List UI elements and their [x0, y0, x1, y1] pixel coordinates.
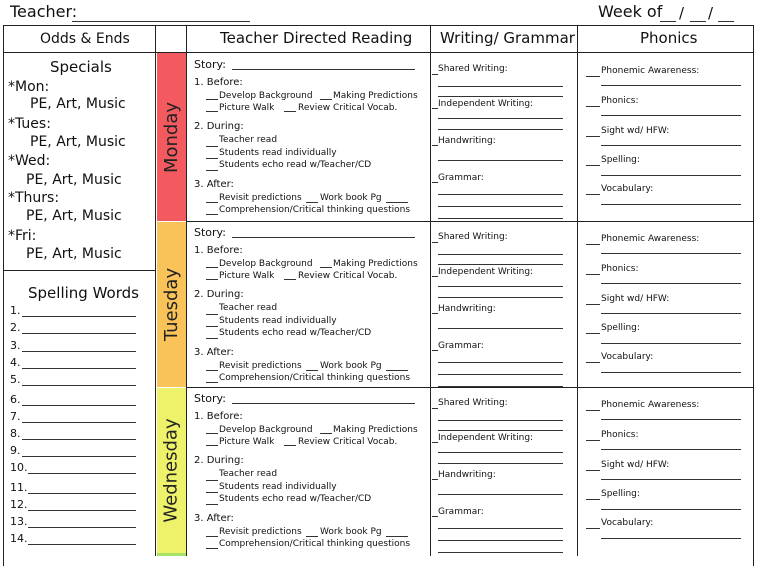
spelling-field[interactable] [601, 509, 741, 510]
col-header-phonics: Phonics [640, 29, 698, 47]
spelling-word-field[interactable] [28, 544, 136, 545]
shared-label: Shared Writing: [438, 232, 508, 242]
vocabulary-check[interactable] [586, 194, 600, 195]
spelling-word-field[interactable] [22, 351, 136, 352]
echo-check[interactable] [206, 170, 218, 171]
sight-field[interactable] [601, 479, 741, 480]
picture-label: Picture Walk [219, 271, 275, 281]
odds-divider [3, 270, 155, 271]
spelling-word-field[interactable] [22, 405, 136, 406]
individually-check[interactable] [206, 158, 218, 159]
sight-label: Sight wd/ HFW: [601, 294, 670, 304]
before-label: 1. Before: [194, 411, 243, 422]
col-header-reading: Teacher Directed Reading [220, 29, 413, 47]
shared-field-2[interactable] [438, 96, 563, 97]
specials-day-label: *Wed: [8, 153, 51, 169]
before-label: 1. Before: [194, 245, 243, 256]
grammar-field-3[interactable] [438, 386, 563, 387]
grammar-field-1[interactable] [438, 528, 563, 529]
specials-day-label: *Tues: [8, 116, 51, 132]
awareness-label: Phonemic Awareness: [601, 66, 700, 76]
header-row-divider [3, 52, 753, 53]
spelling-number: 11. [10, 481, 28, 494]
spelling-number: 5. [10, 373, 21, 386]
workbook-label: Work book Pg [320, 193, 382, 203]
awareness-label: Phonemic Awareness: [601, 234, 700, 244]
spelling-word-field[interactable] [22, 316, 136, 317]
grammar-label: Grammar: [438, 341, 484, 351]
col-divider-3 [430, 25, 431, 556]
specials-day-label: *Mon: [8, 79, 50, 95]
revisit-check[interactable] [206, 370, 218, 371]
predictions-label: Making Predictions [333, 91, 418, 101]
week-sep-2: / [708, 4, 714, 22]
sight-field[interactable] [601, 145, 741, 146]
day-label-wednesday: Wednesday [161, 418, 182, 523]
spelling-word-field[interactable] [22, 456, 136, 457]
teacher-read-label: Teacher read [219, 135, 278, 145]
grammar-field-3[interactable] [438, 552, 563, 553]
vocabulary-field[interactable] [601, 538, 741, 539]
specials-day-value: PE, Art, Music [30, 96, 126, 112]
echo-label: Students echo read w/Teacher/CD [219, 494, 372, 504]
spelling-word-field[interactable] [22, 333, 136, 334]
handwriting-field[interactable] [438, 328, 563, 329]
comprehension-label: Comprehension/Critical thinking questions [219, 373, 411, 383]
specials-title: Specials [50, 58, 112, 76]
teacher-read-label: Teacher read [219, 469, 278, 479]
vocabulary-field[interactable] [601, 204, 741, 205]
day-band-wednesday [157, 388, 186, 553]
shared-check[interactable] [432, 242, 438, 243]
develop-label: Develop Background [219, 425, 313, 435]
comprehension-label: Comprehension/Critical thinking questions [219, 539, 411, 549]
phonics-label: Phonics: [601, 264, 639, 274]
spelling-word-field[interactable] [22, 368, 136, 369]
develop-label: Develop Background [219, 91, 313, 101]
independent-field-1[interactable] [438, 286, 563, 287]
individually-label: Students read individually [219, 482, 337, 492]
before-label: 1. Before: [194, 77, 243, 88]
picture-check[interactable] [206, 111, 218, 112]
day-label-tuesday: Tuesday [161, 267, 183, 342]
week-sep-1: / [679, 4, 685, 22]
grammar-field-2[interactable] [438, 206, 563, 207]
develop-check[interactable] [206, 99, 218, 100]
story-field[interactable] [232, 403, 415, 404]
sight-label: Sight wd/ HFW: [601, 126, 670, 136]
grammar-label: Grammar: [438, 507, 484, 517]
independent-field-2[interactable] [438, 297, 563, 298]
workbook-check[interactable] [306, 536, 318, 537]
shared-check[interactable] [432, 74, 438, 75]
story-field[interactable] [232, 237, 415, 238]
day-label-monday: Monday [161, 101, 182, 173]
handwriting-label: Handwriting: [438, 136, 496, 146]
col-divider-4 [577, 25, 578, 556]
grammar-field-1[interactable] [438, 194, 563, 195]
during-label: 2. During: [194, 455, 244, 466]
spelling-number: 3. [10, 339, 21, 352]
col-divider-1 [155, 25, 156, 556]
col-divider-2 [186, 25, 187, 556]
spelling-number: 9. [10, 444, 21, 457]
spelling-label: Spelling: [601, 323, 640, 333]
handwriting-field[interactable] [438, 494, 563, 495]
story-label: Story: [194, 58, 226, 71]
spelling-word-field[interactable] [28, 527, 136, 528]
specials-day-label: *Thurs: [8, 190, 60, 206]
grammar-label: Grammar: [438, 173, 484, 183]
spelling-check[interactable] [586, 165, 600, 166]
spelling-number: 4. [10, 356, 21, 369]
sight-check[interactable] [586, 136, 600, 137]
spelling-field[interactable] [601, 343, 741, 344]
revisit-check[interactable] [206, 536, 218, 537]
spelling-title: Spelling Words [28, 284, 139, 302]
echo-check[interactable] [206, 338, 218, 339]
picture-label: Picture Walk [219, 437, 275, 447]
col-header-writing: Writing/ Grammar [440, 29, 575, 47]
shared-field-1[interactable] [438, 420, 563, 421]
picture-check[interactable] [206, 279, 218, 280]
awareness-check[interactable] [586, 244, 600, 245]
shared-label: Shared Writing: [438, 398, 508, 408]
spelling-number: 1. [10, 304, 21, 317]
phonics-check[interactable] [586, 274, 600, 275]
workbook-page-field[interactable] [386, 536, 408, 537]
spelling-word-field[interactable] [28, 510, 136, 511]
spelling-number: 10. [10, 461, 28, 474]
echo-label: Students echo read w/Teacher/CD [219, 328, 372, 338]
handwriting-label: Handwriting: [438, 470, 496, 480]
teacher-read-check[interactable] [206, 314, 218, 315]
develop-check[interactable] [206, 433, 218, 434]
workbook-page-field[interactable] [386, 202, 408, 203]
shared-field-2[interactable] [438, 264, 563, 265]
predictions-label: Making Predictions [333, 425, 418, 435]
phonics-check[interactable] [586, 106, 600, 107]
awareness-label: Phonemic Awareness: [601, 400, 700, 410]
spelling-field[interactable] [601, 175, 741, 176]
story-field[interactable] [232, 69, 415, 70]
week-day-field[interactable] [690, 21, 706, 22]
independent-label: Independent Writing: [438, 433, 534, 443]
develop-label: Develop Background [219, 259, 313, 269]
comprehension-check[interactable] [206, 214, 218, 215]
independent-field-2[interactable] [438, 463, 563, 464]
vocab-check[interactable] [284, 111, 296, 112]
after-label: 3. After: [194, 347, 234, 358]
comprehension-check[interactable] [206, 382, 218, 383]
spelling-word-field[interactable] [28, 493, 136, 494]
individually-label: Students read individually [219, 148, 337, 158]
phonics-field[interactable] [601, 283, 741, 284]
echo-check[interactable] [206, 504, 218, 505]
predictions-check[interactable] [320, 433, 332, 434]
revisit-label: Revisit predictions [219, 193, 302, 203]
handwriting-field[interactable] [438, 160, 563, 161]
teacher-read-label: Teacher read [219, 303, 278, 313]
spelling-check[interactable] [586, 333, 600, 334]
comprehension-check[interactable] [206, 548, 218, 549]
vocab-label: Review Critical Vocab. [298, 437, 398, 447]
workbook-check[interactable] [306, 370, 318, 371]
handwriting-label: Handwriting: [438, 304, 496, 314]
spelling-label: Spelling: [601, 489, 640, 499]
spelling-number: 12. [10, 498, 28, 511]
predictions-label: Making Predictions [333, 259, 418, 269]
sight-check[interactable] [586, 304, 600, 305]
spelling-number: 6. [10, 393, 21, 406]
picture-label: Picture Walk [219, 103, 275, 113]
individually-check[interactable] [206, 492, 218, 493]
phonics-label: Phonics: [601, 430, 639, 440]
predictions-check[interactable] [320, 99, 332, 100]
week-year-field[interactable] [718, 21, 734, 22]
during-label: 2. During: [194, 121, 244, 132]
grammar-field-2[interactable] [438, 374, 563, 375]
row-divider-tue [186, 387, 753, 388]
phonics-field[interactable] [601, 449, 741, 450]
vocabulary-label: Vocabulary: [601, 184, 654, 194]
grammar-field-3[interactable] [438, 218, 563, 219]
awareness-check[interactable] [586, 76, 600, 77]
spelling-label: Spelling: [601, 155, 640, 165]
specials-day-value: PE, Art, Music [26, 208, 122, 224]
week-month-field[interactable] [660, 21, 676, 22]
spelling-number: 8. [10, 427, 21, 440]
after-label: 3. After: [194, 513, 234, 524]
specials-day-value: PE, Art, Music [26, 172, 122, 188]
vocabulary-label: Vocabulary: [601, 518, 654, 528]
individually-check[interactable] [206, 326, 218, 327]
vocabulary-label: Vocabulary: [601, 352, 654, 362]
independent-field-1[interactable] [438, 452, 563, 453]
teacher-name-field[interactable] [72, 21, 250, 22]
col-header-odds: Odds & Ends [40, 31, 130, 47]
workbook-label: Work book Pg [320, 361, 382, 371]
spelling-number: 13. [10, 515, 28, 528]
spelling-number: 2. [10, 321, 21, 334]
spelling-word-field[interactable] [28, 473, 136, 474]
spelling-check[interactable] [586, 499, 600, 500]
revisit-label: Revisit predictions [219, 527, 302, 537]
row-divider-mon [186, 221, 753, 222]
vocab-check[interactable] [284, 279, 296, 280]
teacher-read-check[interactable] [206, 480, 218, 481]
day-band-monday [157, 53, 186, 221]
specials-day-value: PE, Art, Music [26, 246, 122, 262]
awareness-field[interactable] [601, 253, 741, 254]
during-label: 2. During: [194, 289, 244, 300]
spelling-word-field[interactable] [22, 439, 136, 440]
teacher-read-check[interactable] [206, 146, 218, 147]
shared-label: Shared Writing: [438, 64, 508, 74]
after-label: 3. After: [194, 179, 234, 190]
phonics-label: Phonics: [601, 96, 639, 106]
independent-field-1[interactable] [438, 118, 563, 119]
grammar-field-2[interactable] [438, 540, 563, 541]
independent-label: Independent Writing: [438, 99, 534, 109]
picture-check[interactable] [206, 445, 218, 446]
workbook-check[interactable] [306, 202, 318, 203]
vocab-label: Review Critical Vocab. [298, 271, 398, 281]
predictions-check[interactable] [320, 267, 332, 268]
vocabulary-check[interactable] [586, 528, 600, 529]
independent-field-2[interactable] [438, 129, 563, 130]
awareness-field[interactable] [601, 419, 741, 420]
awareness-check[interactable] [586, 410, 600, 411]
sight-label: Sight wd/ HFW: [601, 460, 670, 470]
spelling-word-field[interactable] [22, 422, 136, 423]
spelling-number: 14. [10, 532, 28, 545]
shared-field-1[interactable] [438, 86, 563, 87]
story-label: Story: [194, 226, 226, 239]
independent-label: Independent Writing: [438, 267, 534, 277]
workbook-page-field[interactable] [386, 370, 408, 371]
phonics-check[interactable] [586, 440, 600, 441]
grammar-field-1[interactable] [438, 362, 563, 363]
sight-field[interactable] [601, 313, 741, 314]
individually-label: Students read individually [219, 316, 337, 326]
revisit-check[interactable] [206, 202, 218, 203]
phonics-field[interactable] [601, 115, 741, 116]
revisit-label: Revisit predictions [219, 361, 302, 371]
echo-label: Students echo read w/Teacher/CD [219, 160, 372, 170]
vocabulary-check[interactable] [586, 362, 600, 363]
shared-field-2[interactable] [438, 430, 563, 431]
workbook-label: Work book Pg [320, 527, 382, 537]
comprehension-label: Comprehension/Critical thinking questions [219, 205, 411, 215]
vocab-check[interactable] [284, 445, 296, 446]
spelling-word-field[interactable] [22, 385, 136, 386]
story-label: Story: [194, 392, 226, 405]
specials-day-label: *Fri: [8, 228, 37, 244]
shared-check[interactable] [432, 408, 438, 409]
awareness-field[interactable] [601, 85, 741, 86]
day-band-tuesday [157, 222, 186, 387]
specials-day-value: PE, Art, Music [30, 134, 126, 150]
week-label: Week of [598, 2, 663, 21]
teacher-label: Teacher: [10, 2, 78, 21]
vocab-label: Review Critical Vocab. [298, 103, 398, 113]
vocabulary-field[interactable] [601, 372, 741, 373]
sight-check[interactable] [586, 470, 600, 471]
spelling-number: 7. [10, 410, 21, 423]
develop-check[interactable] [206, 267, 218, 268]
shared-field-1[interactable] [438, 254, 563, 255]
